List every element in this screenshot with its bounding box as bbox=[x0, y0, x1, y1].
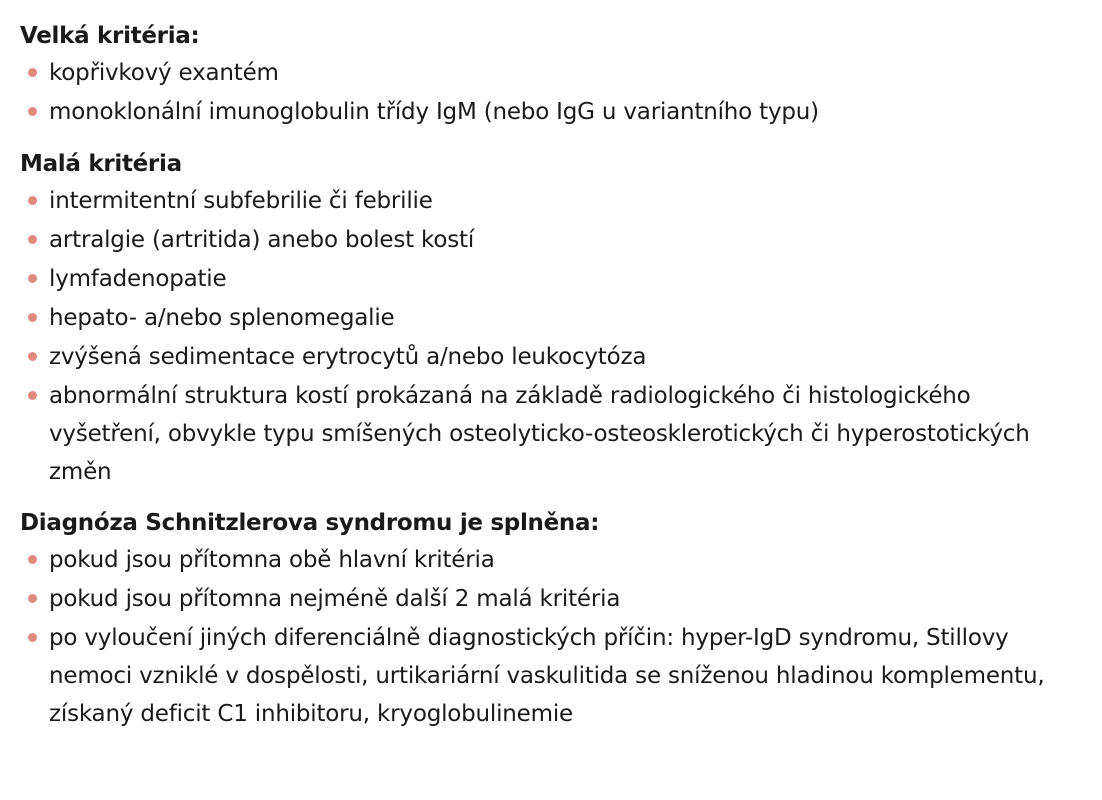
list-item bbox=[20, 338, 1078, 377]
list-item bbox=[20, 619, 1078, 733]
bullet-icon bbox=[28, 391, 37, 400]
list-item bbox=[20, 541, 1078, 580]
bullet-icon bbox=[28, 107, 37, 116]
diagnosis-section bbox=[20, 505, 1078, 733]
list-item bbox=[20, 580, 1078, 619]
list-item-text: po vyloučení jiných diferenciálně diagnostických příčin: hyper-IgD syndromu, Stillovy nemoci vzniklé v dospělosti, urtikariární vaskulitida se sníženou hladinou komplementu, získaný deficit C1 inhibitoru, kryoglobulinemie bbox=[49, 625, 1045, 727]
list-item bbox=[20, 221, 1078, 260]
minor-criteria-list bbox=[20, 182, 1078, 491]
list-item-text: lymfadenopatie bbox=[49, 266, 227, 292]
minor-criteria-section bbox=[20, 146, 1078, 491]
list-item-text: abnormální struktura kostí prokázaná na základě radiologického či histologického vyšetření, obvykle typu smíšených osteolyticko-osteosklerotických či hyperostotických změn bbox=[49, 383, 1030, 485]
list-item bbox=[20, 299, 1078, 338]
list-item-text: monoklonální imunoglobulin třídy IgM (nebo IgG u variantního typu) bbox=[49, 99, 819, 125]
major-criteria-heading: Velká kritéria: bbox=[20, 23, 200, 49]
list-item-text: pokud jsou přítomna nejméně další 2 malá kritéria bbox=[49, 586, 621, 612]
list-item bbox=[20, 377, 1078, 491]
bullet-icon bbox=[28, 352, 37, 361]
major-criteria-section bbox=[20, 18, 1078, 132]
bullet-icon bbox=[28, 594, 37, 603]
bullet-icon bbox=[28, 555, 37, 564]
list-item bbox=[20, 182, 1078, 221]
list-item-text: zvýšená sedimentace erytrocytů a/nebo leukocytóza bbox=[49, 344, 647, 370]
list-item-text: pokud jsou přítomna obě hlavní kritéria bbox=[49, 547, 495, 573]
minor-criteria-heading: Malá kritéria bbox=[20, 151, 182, 177]
list-item-text: artralgie (artritida) anebo bolest kostí bbox=[49, 227, 475, 253]
major-criteria-list bbox=[20, 54, 1078, 132]
list-item-text: hepato- a/nebo splenomegalie bbox=[49, 305, 395, 331]
bullet-icon bbox=[28, 274, 37, 283]
diagnosis-heading: Diagnóza Schnitzlerova syndromu je splněna: bbox=[20, 510, 600, 536]
bullet-icon bbox=[28, 313, 37, 322]
bullet-icon bbox=[28, 633, 37, 642]
list-item bbox=[20, 93, 1078, 132]
bullet-icon bbox=[28, 235, 37, 244]
diagnosis-list bbox=[20, 541, 1078, 733]
list-item bbox=[20, 260, 1078, 299]
list-item-text: intermitentní subfebrilie či febrilie bbox=[49, 188, 433, 214]
bullet-icon bbox=[28, 196, 37, 205]
list-item bbox=[20, 54, 1078, 93]
bullet-icon bbox=[28, 68, 37, 77]
list-item-text: kopřivkový exantém bbox=[49, 60, 279, 86]
